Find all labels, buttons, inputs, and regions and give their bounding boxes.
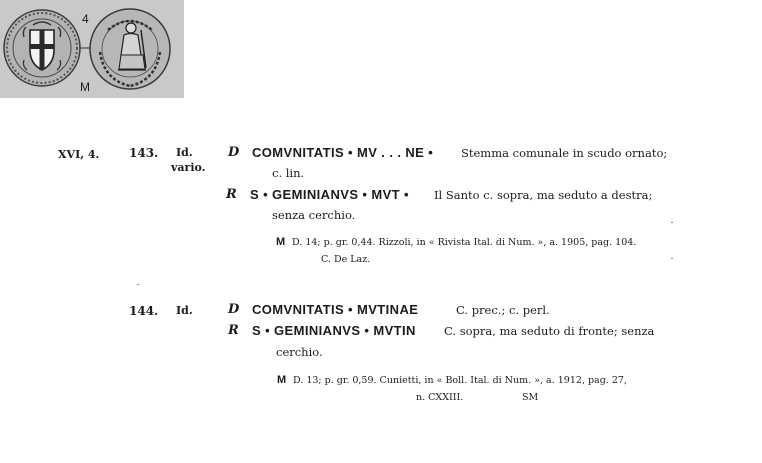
scan-speck [671,222,673,223]
collection-abbrev: SM [522,392,539,403]
reverse-description-cont: senza cerchio. [272,208,356,222]
obverse-description: C. prec.; c. perl. [456,303,550,317]
reverse-marker: R [226,187,237,202]
reference-line: D. 13; p. gr. 0,59. Cunietti, in « Boll. Ital. di Num. », a. 1912, pag. 27, [293,375,627,386]
obverse-legend: COMVNITATIS • MV . . . NE • [252,145,434,160]
reverse-description: Il Santo c. sopra, ma seduto a destra; [434,188,653,202]
plate-reference: XVI, 4. [58,148,100,161]
variant-label: vario. [171,161,206,174]
obverse-coin [4,10,80,86]
type-label: Id. [176,304,193,317]
obverse-marker: D [228,145,240,160]
coin-illustration [0,0,184,98]
entry-number: 143. [129,146,159,160]
collection-line: C. De Laz. [321,254,371,265]
reference-line: D. 14; p. gr. 0,44. Rizzoli, in « Rivista Ital. di Num. », a. 1905, pag. 104. [292,237,637,248]
reverse-coin [90,9,170,89]
metal-mark: M [276,236,286,248]
obverse-description-cont: c. lin. [272,166,305,180]
plate-number: 4 [82,12,89,26]
reverse-description-cont: cerchio. [276,345,323,359]
catalog-number: n. CXXIII. [416,392,464,403]
reverse-legend: S • GEMINIANVS • MVTIN [252,323,416,338]
scan-speck [671,258,673,259]
reverse-legend: S • GEMINIANVS • MVT • [250,187,409,202]
entry-number: 144. [129,304,159,318]
obverse-marker: D [228,302,240,317]
obverse-legend: COMVNITATIS • MVTINAE [252,302,419,317]
reverse-description: C. sopra, ma seduto di fronte; senza [444,324,655,338]
obverse-description: Stemma comunale in scudo ornato; [461,146,668,160]
plate-metal-mark: M [80,80,90,94]
metal-mark: M [277,374,287,386]
reverse-marker: R [228,323,239,338]
type-label: Id. [176,146,193,159]
scan-speck [137,284,139,285]
coin-photograph [0,0,184,98]
